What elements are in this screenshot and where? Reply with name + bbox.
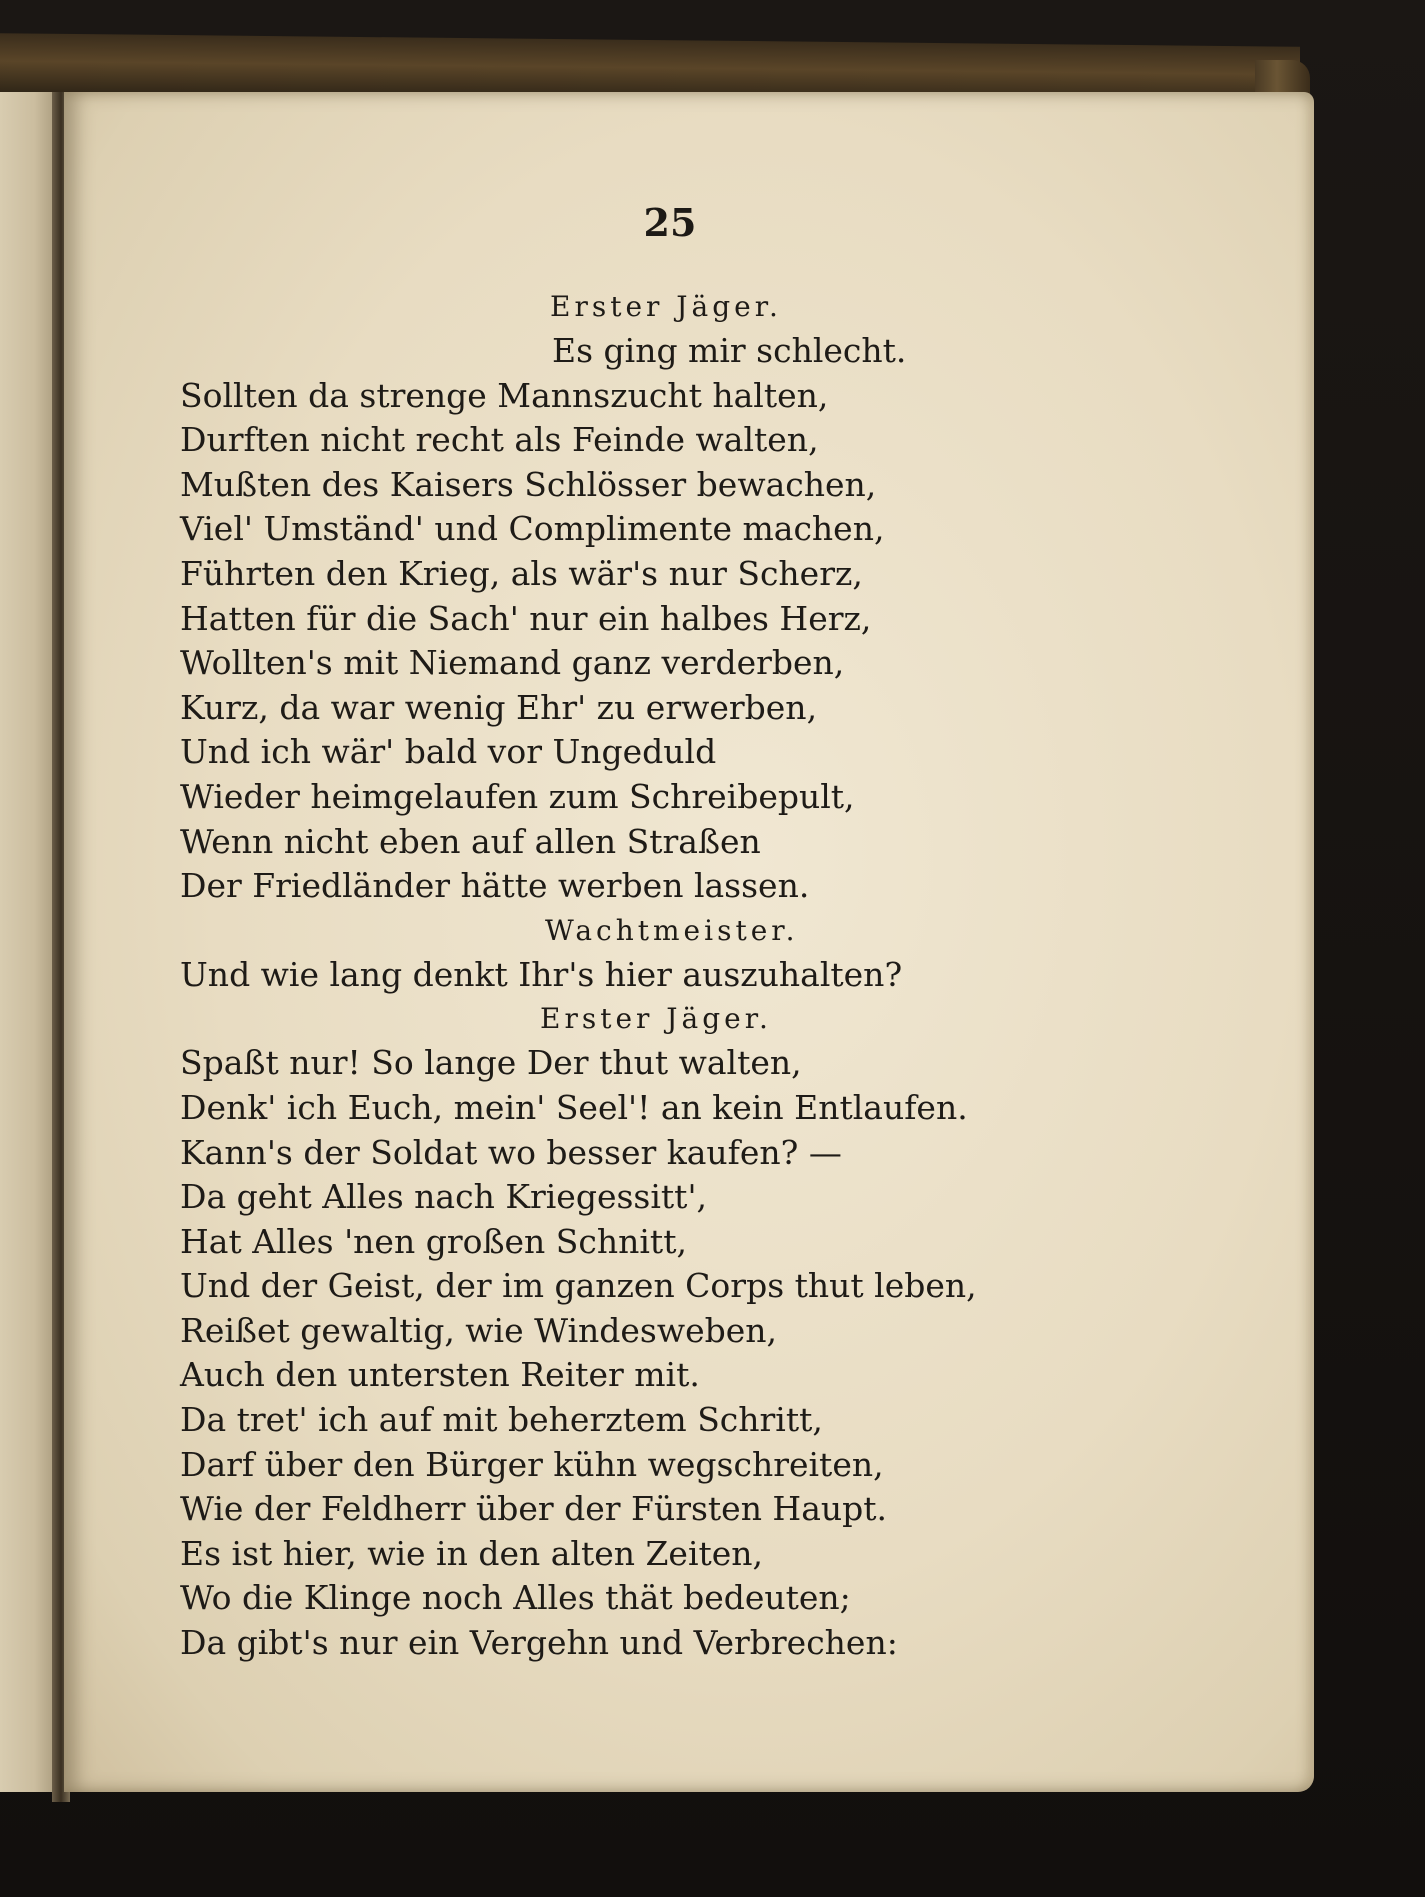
verse-line: Hat Alles 'nen großen Schnitt, <box>180 1221 687 1261</box>
verse-line: Wollten's mit Niemand ganz verderben, <box>180 643 845 683</box>
speaker-heading: Erster Jäger. <box>550 290 782 323</box>
verse-line: Wie der Feldherr über der Fürsten Haupt. <box>180 1489 888 1529</box>
verse-text <box>180 285 1180 1666</box>
verse-line: Wo die Klinge noch Alles thät bedeuten; <box>180 1578 851 1618</box>
speaker-heading: Erster Jäger. <box>540 1002 772 1036</box>
page-number: 25 <box>643 200 697 245</box>
verse-line: Und wie lang denkt Ihr's hier auszuhalten? <box>180 954 903 994</box>
verse-line: Denk' ich Euch, mein' Seel'! an kein Entlaufen. <box>180 1087 968 1127</box>
verse-line: Kann's der Soldat wo besser kaufen? — <box>180 1132 842 1172</box>
verse-line: Es ging mir schlecht. <box>552 331 907 370</box>
speaker-heading: Wachtmeister. <box>545 913 799 947</box>
verse-line: Wieder heimgelaufen zum Schreibepult, <box>180 776 855 816</box>
verse-line: Kurz, da war wenig Ehr' zu erwerben, <box>180 687 818 727</box>
verse-line: Sollten da strenge Mannszucht halten, <box>180 375 829 415</box>
verse-line: Mußten des Kaisers Schlösser bewachen, <box>180 464 877 504</box>
verse-line: Reißet gewaltig, wie Windesweben, <box>180 1310 778 1350</box>
verse-line: Der Friedländer hätte werben lassen. <box>180 866 810 906</box>
verse-line: Spaßt nur! So lange Der thut walten, <box>180 1043 802 1083</box>
verse-line: Da tret' ich auf mit beherztem Schritt, <box>180 1400 823 1440</box>
verse-line: Da gibt's nur ein Vergehn und Verbrechen: <box>180 1623 898 1663</box>
verse-line: Hatten für die Sach' nur ein halbes Herz, <box>180 598 872 638</box>
verse-line: Darf über den Bürger kühn wegschreiten, <box>180 1444 884 1484</box>
verse-line: Da geht Alles nach Kriegessitt', <box>180 1177 708 1217</box>
verse-line: Es ist hier, wie in den alten Zeiten, <box>180 1533 764 1573</box>
verse-line: Und ich wär' bald vor Ungeduld <box>180 732 717 772</box>
verse-line: Durften nicht recht als Feinde walten, <box>180 420 819 460</box>
verse-line: Auch den untersten Reiter mit. <box>180 1355 700 1395</box>
verse-line: Und der Geist, der im ganzen Corps thut leben, <box>180 1266 977 1306</box>
left-page-edge <box>0 92 58 1792</box>
verse-line: Führten den Krieg, als wär's nur Scherz, <box>180 553 863 593</box>
verse-line: Wenn nicht eben auf allen Straßen <box>180 821 761 861</box>
verse-line: Viel' Umständ' und Complimente machen, <box>180 509 885 549</box>
